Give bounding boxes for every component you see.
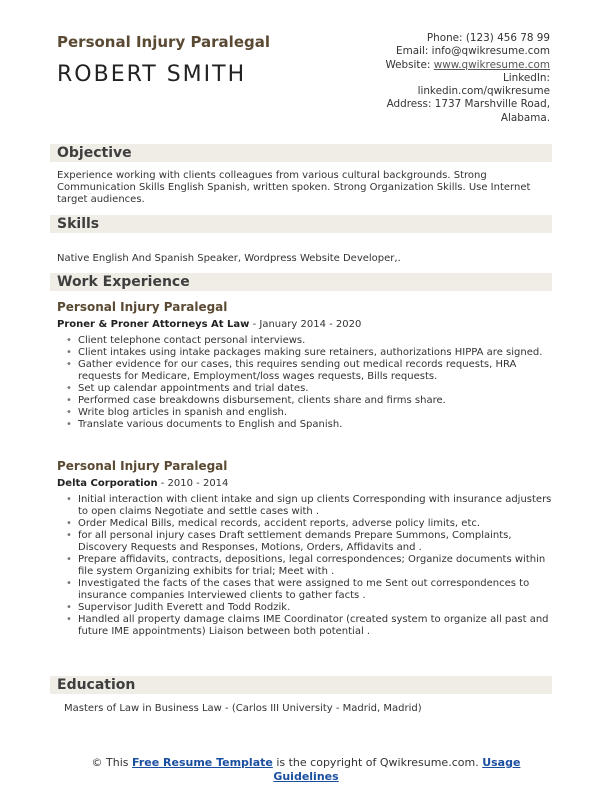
list-item: • Order Medical Bills, medical records, accident reports, adverse policy limits, etc. bbox=[64, 518, 552, 530]
list-item: • Handled all property damage claims IME Coordinator (created system to organize all past and future IME appointments) Liaison between both potential . bbox=[64, 614, 552, 638]
list-item: • Performed case breakdowns disbursement, clients share and firms share. bbox=[64, 395, 552, 407]
skills-heading: Skills bbox=[50, 215, 552, 233]
linkedin-url: linkedin.com/qwikresume bbox=[417, 85, 550, 98]
address-line-1: Address: 1737 Marshville Road, bbox=[386, 98, 550, 111]
free-resume-template-link[interactable]: Free Resume Template bbox=[132, 756, 273, 769]
job-duties-list bbox=[64, 335, 552, 431]
education-heading: Education bbox=[50, 676, 552, 694]
job-title: Personal Injury Paralegal bbox=[57, 459, 228, 473]
skills-text: Native English And Spanish Speaker, Wordpress Website Developer,. bbox=[57, 253, 401, 264]
work-experience-heading: Work Experience bbox=[50, 273, 552, 291]
job-company: Proner & Proner Attorneys At Law bbox=[57, 319, 250, 330]
job-company-line bbox=[57, 319, 361, 330]
linkedin-label: LinkedIn: bbox=[502, 71, 550, 84]
list-item: • Write blog articles in spanish and english. bbox=[64, 407, 552, 419]
job-company-line bbox=[57, 478, 228, 489]
job-title: Personal Injury Paralegal bbox=[57, 300, 228, 314]
address-line-2: Alabama. bbox=[500, 111, 550, 124]
list-item: • Set up calendar appointments and trial dates. bbox=[64, 383, 552, 395]
list-item: • Initial interaction with client intake and sign up clients Corresponding with insurance adjusters to open claims Negotiate and settle cases with . bbox=[64, 494, 552, 518]
job-dates: - January 2014 - 2020 bbox=[249, 319, 362, 330]
list-item: • Gather evidence for our cases, this requires sending out medical records requests, HRA requests for Medicare, Employment/loss wages requests, Bills requests. bbox=[64, 359, 552, 383]
list-item: • Prepare affidavits, contracts, depositions, legal correspondences; Organize documents within file system Organizing exhibits for trial; Meet with . bbox=[64, 554, 552, 578]
objective-heading: Objective bbox=[50, 144, 552, 162]
usage-link-part-1[interactable]: Usage bbox=[482, 756, 521, 769]
job-company: Delta Corporation bbox=[57, 478, 158, 489]
list-item: • Translate various documents to English and Spanish. bbox=[64, 419, 552, 431]
usage-link-part-2[interactable]: Guidelines bbox=[273, 770, 339, 783]
education-text: Masters of Law in Business Law - (Carlos III University - Madrid, Madrid) bbox=[64, 703, 422, 714]
list-item: • Supervisor Judith Everett and Todd Rodzik. bbox=[64, 602, 552, 614]
list-item: • for all personal injury cases Draft settlement demands Prepare Summons, Complaints, Discovery Requests and Responses, Motions, Orders, Affidavits and . bbox=[64, 530, 552, 554]
contact-block bbox=[385, 32, 550, 125]
list-item: • Investigated the facts of the cases that were assigned to me Sent out correspondences to insurance companies Interviewed clients to gather facts . bbox=[64, 578, 552, 602]
candidate-name: ROBERT SMITH bbox=[57, 62, 247, 87]
list-item: • Client intakes using intake packages making sure retainers, authorizations HIPPA are signed. bbox=[64, 347, 552, 359]
footer-prefix: © This bbox=[91, 756, 133, 769]
footer-copyright bbox=[0, 756, 612, 784]
job-dates: - 2010 - 2014 bbox=[157, 478, 229, 489]
website-link[interactable]: www.qwikresume.com bbox=[433, 58, 550, 71]
footer-middle: is the copyright of Qwikresume.com. bbox=[272, 756, 483, 769]
objective-text: Experience working with clients colleagues from various cultural backgrounds. Strong Communication Skills English Spanish, written spoken. Strong Organization Skills. Use Internet target audiences. bbox=[57, 170, 531, 205]
contact-email: Email: info@qwikresume.com bbox=[396, 45, 550, 58]
contact-phone: Phone: (123) 456 78 99 bbox=[426, 32, 550, 44]
website-label: Website: bbox=[385, 58, 431, 71]
job-duties-list bbox=[64, 494, 552, 638]
header-job-title: Personal Injury Paralegal bbox=[57, 33, 270, 51]
contact-website bbox=[385, 59, 550, 72]
list-item: • Client telephone contact personal interviews. bbox=[64, 335, 552, 347]
